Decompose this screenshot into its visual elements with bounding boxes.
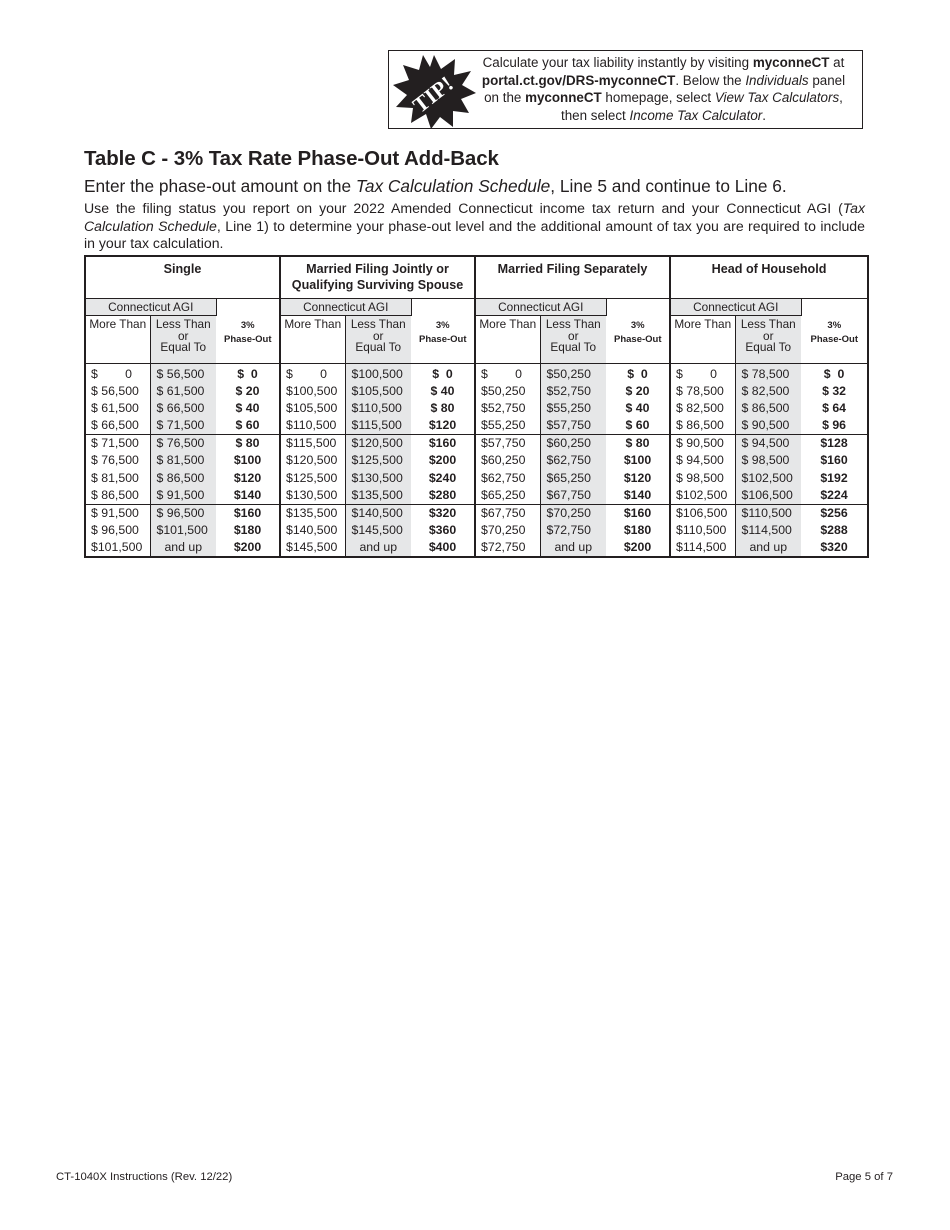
less-than-cell: and up [735, 539, 801, 557]
less-than-cell: $60,250 [540, 435, 606, 453]
less-than-cell: $62,750 [540, 452, 606, 469]
table-body [85, 364, 868, 558]
phase-out-cell: $120 [233, 470, 262, 485]
tip-line4-end: . [762, 107, 766, 123]
table-header [85, 256, 868, 364]
less-than-line-2: or [373, 328, 384, 343]
less-than-line-2: or [763, 328, 774, 343]
less-than-cell: $65,250 [540, 470, 606, 487]
group-title-line2: Qualifying Surviving Spouse [291, 278, 464, 292]
less-than-cell: $102,500 [735, 470, 801, 487]
less-than-line-1: Less Than [350, 317, 406, 331]
table-row [85, 435, 868, 453]
phase-out-word: Phase-Out [810, 334, 859, 345]
table-row [85, 487, 868, 505]
less-than-cell: $101,500 [150, 522, 216, 539]
phase-out-table-wrapper [84, 255, 867, 558]
less-than-header-1 [345, 316, 411, 364]
phase-out-cell: $200 [623, 539, 652, 554]
more-than-cell: $ 0 [670, 364, 735, 384]
more-than-header-1: More Than [280, 316, 345, 364]
phase-out-cell: $ 80 [430, 401, 455, 416]
phase-out-cell: $192 [820, 470, 848, 485]
less-than-cell: $ 61,500 [150, 383, 216, 400]
less-than-line-3: Equal To [160, 340, 207, 354]
more-than-cell: $110,500 [670, 522, 735, 539]
phase-out-cell: $ 80 [216, 435, 280, 453]
phase-out-cell: $ 40 [625, 401, 650, 416]
more-than-cell: $105,500 [280, 400, 345, 417]
phase-out-cell: $ 0 [237, 367, 258, 381]
phase-out-cell: $180 [623, 522, 652, 537]
phase-out-cell: $180 [233, 522, 262, 537]
tip-myconnect-bold-2: myconneCT [525, 90, 602, 106]
tip-line1-end: at [829, 55, 845, 70]
less-than-cell: $ 78,500 [735, 364, 801, 384]
less-than-cell: $ 71,500 [150, 417, 216, 435]
subtitle [84, 176, 787, 197]
phase-out-cell: $400 [428, 539, 457, 554]
table-row [85, 383, 868, 400]
less-than-cell: $50,250 [540, 364, 606, 384]
phase-out-cell: $288 [820, 522, 848, 537]
phase-out-cell: $ 60 [625, 418, 650, 433]
less-than-cell: $ 90,500 [735, 417, 801, 435]
less-than-header-3 [735, 316, 801, 364]
phase-out-cell: $100 [233, 453, 262, 468]
tip-income-tax-calculator: Income Tax Calculator [629, 107, 763, 123]
table-row [85, 539, 868, 557]
more-than-cell: $145,500 [280, 539, 345, 557]
less-than-line-1: Less Than [740, 317, 796, 331]
group-title-line1: Married Filing Jointly or [306, 262, 449, 276]
phase-out-cell: $140 [233, 487, 262, 502]
group-title-line1: Married Filing Separately [497, 262, 648, 276]
less-than-cell: $114,500 [735, 522, 801, 539]
more-than-cell: $106,500 [670, 504, 735, 522]
phase-out-cell: $128 [801, 435, 868, 453]
phase-out-pct: 3% [435, 320, 450, 331]
more-than-cell: $ 76,500 [85, 452, 150, 469]
less-than-line-2: or [568, 328, 579, 343]
phase-out-cell: $320 [411, 504, 475, 522]
more-than-cell: $125,500 [280, 470, 345, 487]
group-title-0 [85, 256, 280, 299]
more-than-cell: $62,750 [475, 470, 540, 487]
phase-out-cell: $224 [820, 487, 848, 502]
group-title-line1: Single [163, 262, 202, 276]
more-than-cell: $ 82,500 [670, 400, 735, 417]
phase-out-cell: $ 40 [430, 384, 455, 399]
phase-out-cell: $320 [820, 539, 848, 554]
more-than-cell: $60,250 [475, 452, 540, 469]
phase-out-cell: $ 64 [822, 401, 846, 416]
less-than-cell: and up [345, 539, 411, 557]
agi-label-2: Connecticut AGI [475, 299, 606, 316]
more-than-cell: $ 91,500 [85, 504, 150, 522]
group-header-row [85, 256, 868, 299]
phase-out-cell: $ 60 [235, 418, 260, 433]
phase-out-cell: $360 [428, 522, 457, 537]
more-than-cell: $100,500 [280, 383, 345, 400]
phase-out-cell: $ 96 [822, 418, 846, 433]
less-than-line-3: Equal To [355, 340, 402, 354]
instructions-pre: Use the filing status you report on your 2022 Amended Connecticut income tax return and your Connecticut AGI ( [84, 200, 843, 216]
phase-out-word: Phase-Out [419, 334, 467, 345]
subtitle-pre: Enter the phase-out amount on the [84, 176, 356, 196]
more-than-cell: $52,750 [475, 400, 540, 417]
agi-label-1: Connecticut AGI [280, 299, 411, 316]
phase-out-cell: $ 80 [606, 435, 670, 453]
less-than-cell: $145,500 [345, 522, 411, 539]
phase-out-cell: $ 20 [625, 384, 650, 399]
table-row [85, 522, 868, 539]
phase-out-cell: $ 0 [823, 367, 845, 381]
less-than-cell: $106,500 [735, 487, 801, 505]
phase-out-cell: $240 [428, 470, 457, 485]
phase-out-cell: $160 [820, 453, 848, 468]
phase-out-header-1 [411, 299, 475, 364]
phase-out-cell: $100 [623, 453, 652, 468]
less-than-cell: $100,500 [345, 364, 411, 384]
more-than-cell: $ 71,500 [85, 435, 150, 453]
more-than-cell: $ 98,500 [670, 470, 735, 487]
phase-out-cell: $160 [216, 504, 280, 522]
less-than-cell: $125,500 [345, 452, 411, 469]
less-than-cell: $110,500 [735, 504, 801, 522]
phase-out-cell: $ 32 [822, 384, 846, 399]
more-than-cell: $130,500 [280, 487, 345, 505]
table-row [85, 504, 868, 522]
group-title-line1: Head of Household [711, 262, 827, 276]
agi-label-3: Connecticut AGI [670, 299, 801, 316]
tip-line2-end: panel [808, 72, 846, 88]
tip-portal-link[interactable]: portal.ct.gov/DRS-myconneCT [481, 72, 676, 88]
more-than-cell: $102,500 [670, 487, 735, 505]
tip-line3-end: , [839, 90, 843, 106]
group-title-1 [280, 256, 475, 299]
tip-box [388, 50, 863, 129]
footer-form-id: CT-1040X Instructions (Rev. 12/22) [56, 1171, 233, 1183]
less-than-line-3: Equal To [745, 340, 792, 354]
more-than-cell: $ 0 [280, 364, 345, 384]
subtitle-italic: Tax Calculation Schedule [355, 176, 551, 196]
less-than-cell: $ 86,500 [150, 470, 216, 487]
tip-line3-text: on the [484, 90, 526, 106]
more-than-cell: $72,750 [475, 539, 540, 557]
agi-header-row [85, 299, 868, 316]
less-than-cell: $55,250 [540, 400, 606, 417]
phase-out-cell: $120 [623, 470, 652, 485]
phase-out-cell: $ 0 [627, 367, 648, 381]
less-than-cell: and up [540, 539, 606, 557]
subtitle-post: , Line 5 and continue to Line 6. [550, 176, 787, 196]
more-than-cell: $101,500 [85, 539, 150, 557]
more-than-cell: $ 78,500 [670, 383, 735, 400]
less-than-cell: $ 76,500 [150, 435, 216, 453]
table-row [85, 364, 868, 384]
phase-out-cell: $140 [623, 487, 652, 502]
more-than-cell: $115,500 [280, 435, 345, 453]
footer-page-number: Page 5 of 7 [835, 1171, 893, 1183]
tip-badge-text: TIP! [407, 70, 458, 118]
less-than-cell: $67,750 [540, 487, 606, 505]
phase-out-pct: 3% [630, 320, 645, 331]
more-than-cell: $ 66,500 [85, 417, 150, 435]
more-than-cell: $ 86,500 [85, 487, 150, 505]
tip-myconnect-bold: myconneCT [752, 55, 830, 70]
less-than-cell: $ 56,500 [150, 364, 216, 384]
phase-out-cell: $ 40 [235, 401, 260, 416]
phase-out-table [84, 255, 869, 558]
more-than-cell: $57,750 [475, 435, 540, 453]
phase-out-cell: $ 0 [432, 367, 453, 381]
instructions-post: , Line 1) to determine your phase-out level and the additional amount of tax you are required to include in your tax calculation. [84, 217, 865, 251]
less-than-cell: $130,500 [345, 470, 411, 487]
tip-line1-text: Calculate your tax liability instantly by visiting [482, 55, 753, 70]
phase-out-cell: $280 [428, 487, 457, 502]
phase-out-word: Phase-Out [223, 334, 272, 345]
more-than-header-0: More Than [85, 316, 150, 364]
tip-line3-mid: homepage, select [601, 90, 715, 106]
more-than-cell: $ 96,500 [85, 522, 150, 539]
more-than-cell: $ 0 [475, 364, 540, 384]
more-than-cell: $120,500 [280, 452, 345, 469]
phase-out-header-2 [606, 299, 670, 364]
tip-individuals-italic: Individuals [745, 72, 809, 88]
table-row [85, 417, 868, 435]
table-row [85, 470, 868, 487]
less-than-cell: $70,250 [540, 504, 606, 522]
phase-out-header-0 [216, 299, 280, 364]
phase-out-cell: $ 20 [235, 384, 260, 399]
less-than-cell: $135,500 [345, 487, 411, 505]
less-than-line-3: Equal To [550, 340, 597, 354]
phase-out-pct: 3% [827, 320, 842, 331]
less-than-cell: $ 91,500 [150, 487, 216, 505]
more-than-cell: $ 56,500 [85, 383, 150, 400]
phase-out-pct: 3% [240, 320, 255, 331]
more-than-cell: $55,250 [475, 417, 540, 435]
less-than-cell: $ 94,500 [735, 435, 801, 453]
more-than-cell: $ 0 [85, 364, 150, 384]
more-than-cell: $ 61,500 [85, 400, 150, 417]
tip-text [473, 54, 854, 124]
tip-starburst-icon [391, 53, 477, 129]
less-than-cell: $57,750 [540, 417, 606, 435]
more-than-cell: $50,250 [475, 383, 540, 400]
less-than-header-0 [150, 316, 216, 364]
less-than-header-2 [540, 316, 606, 364]
more-than-cell: $ 94,500 [670, 452, 735, 469]
less-than-cell: $115,500 [345, 417, 411, 435]
page-title: Table C - 3% Tax Rate Phase-Out Add-Back [84, 147, 499, 170]
instructions-paragraph [84, 200, 865, 253]
group-title-2 [475, 256, 670, 299]
less-than-line-2: or [178, 328, 189, 343]
tip-view-tax-calculators: View Tax Calculators [714, 90, 840, 106]
less-than-cell: $ 81,500 [150, 452, 216, 469]
column-header-row [85, 316, 868, 364]
phase-out-cell: $160 [606, 504, 670, 522]
phase-out-cell: $160 [411, 435, 475, 453]
less-than-cell: $72,750 [540, 522, 606, 539]
less-than-cell: $105,500 [345, 383, 411, 400]
phase-out-cell: $200 [233, 539, 262, 554]
less-than-line-1: Less Than [545, 317, 601, 331]
agi-label-0: Connecticut AGI [85, 299, 216, 316]
more-than-cell: $114,500 [670, 539, 735, 557]
more-than-cell: $135,500 [280, 504, 345, 522]
more-than-header-3: More Than [670, 316, 735, 364]
phase-out-word: Phase-Out [614, 334, 662, 345]
phase-out-cell: $200 [428, 453, 457, 468]
more-than-cell: $ 90,500 [670, 435, 735, 453]
more-than-cell: $67,750 [475, 504, 540, 522]
less-than-cell: and up [150, 539, 216, 557]
group-title-3 [670, 256, 868, 299]
table-row [85, 400, 868, 417]
less-than-cell: $ 96,500 [150, 504, 216, 522]
phase-out-header-3 [801, 299, 868, 364]
more-than-cell: $140,500 [280, 522, 345, 539]
less-than-cell: $120,500 [345, 435, 411, 453]
less-than-line-1: Less Than [155, 317, 211, 331]
tip-line2-text: . Below the [675, 72, 746, 88]
more-than-cell: $70,250 [475, 522, 540, 539]
less-than-cell: $140,500 [345, 504, 411, 522]
less-than-cell: $ 82,500 [735, 383, 801, 400]
more-than-cell: $ 81,500 [85, 470, 150, 487]
less-than-cell: $ 86,500 [735, 400, 801, 417]
more-than-cell: $ 86,500 [670, 417, 735, 435]
phase-out-cell: $120 [428, 418, 457, 433]
more-than-header-2: More Than [475, 316, 540, 364]
more-than-cell: $65,250 [475, 487, 540, 505]
instructions-italic: Tax Calculation Schedule [84, 200, 865, 234]
more-than-cell: $110,500 [280, 417, 345, 435]
less-than-cell: $ 98,500 [735, 452, 801, 469]
less-than-cell: $52,750 [540, 383, 606, 400]
phase-out-cell: $256 [801, 504, 868, 522]
table-row [85, 452, 868, 469]
less-than-cell: $ 66,500 [150, 400, 216, 417]
less-than-cell: $110,500 [345, 400, 411, 417]
tip-line4-text: then select [561, 107, 630, 123]
